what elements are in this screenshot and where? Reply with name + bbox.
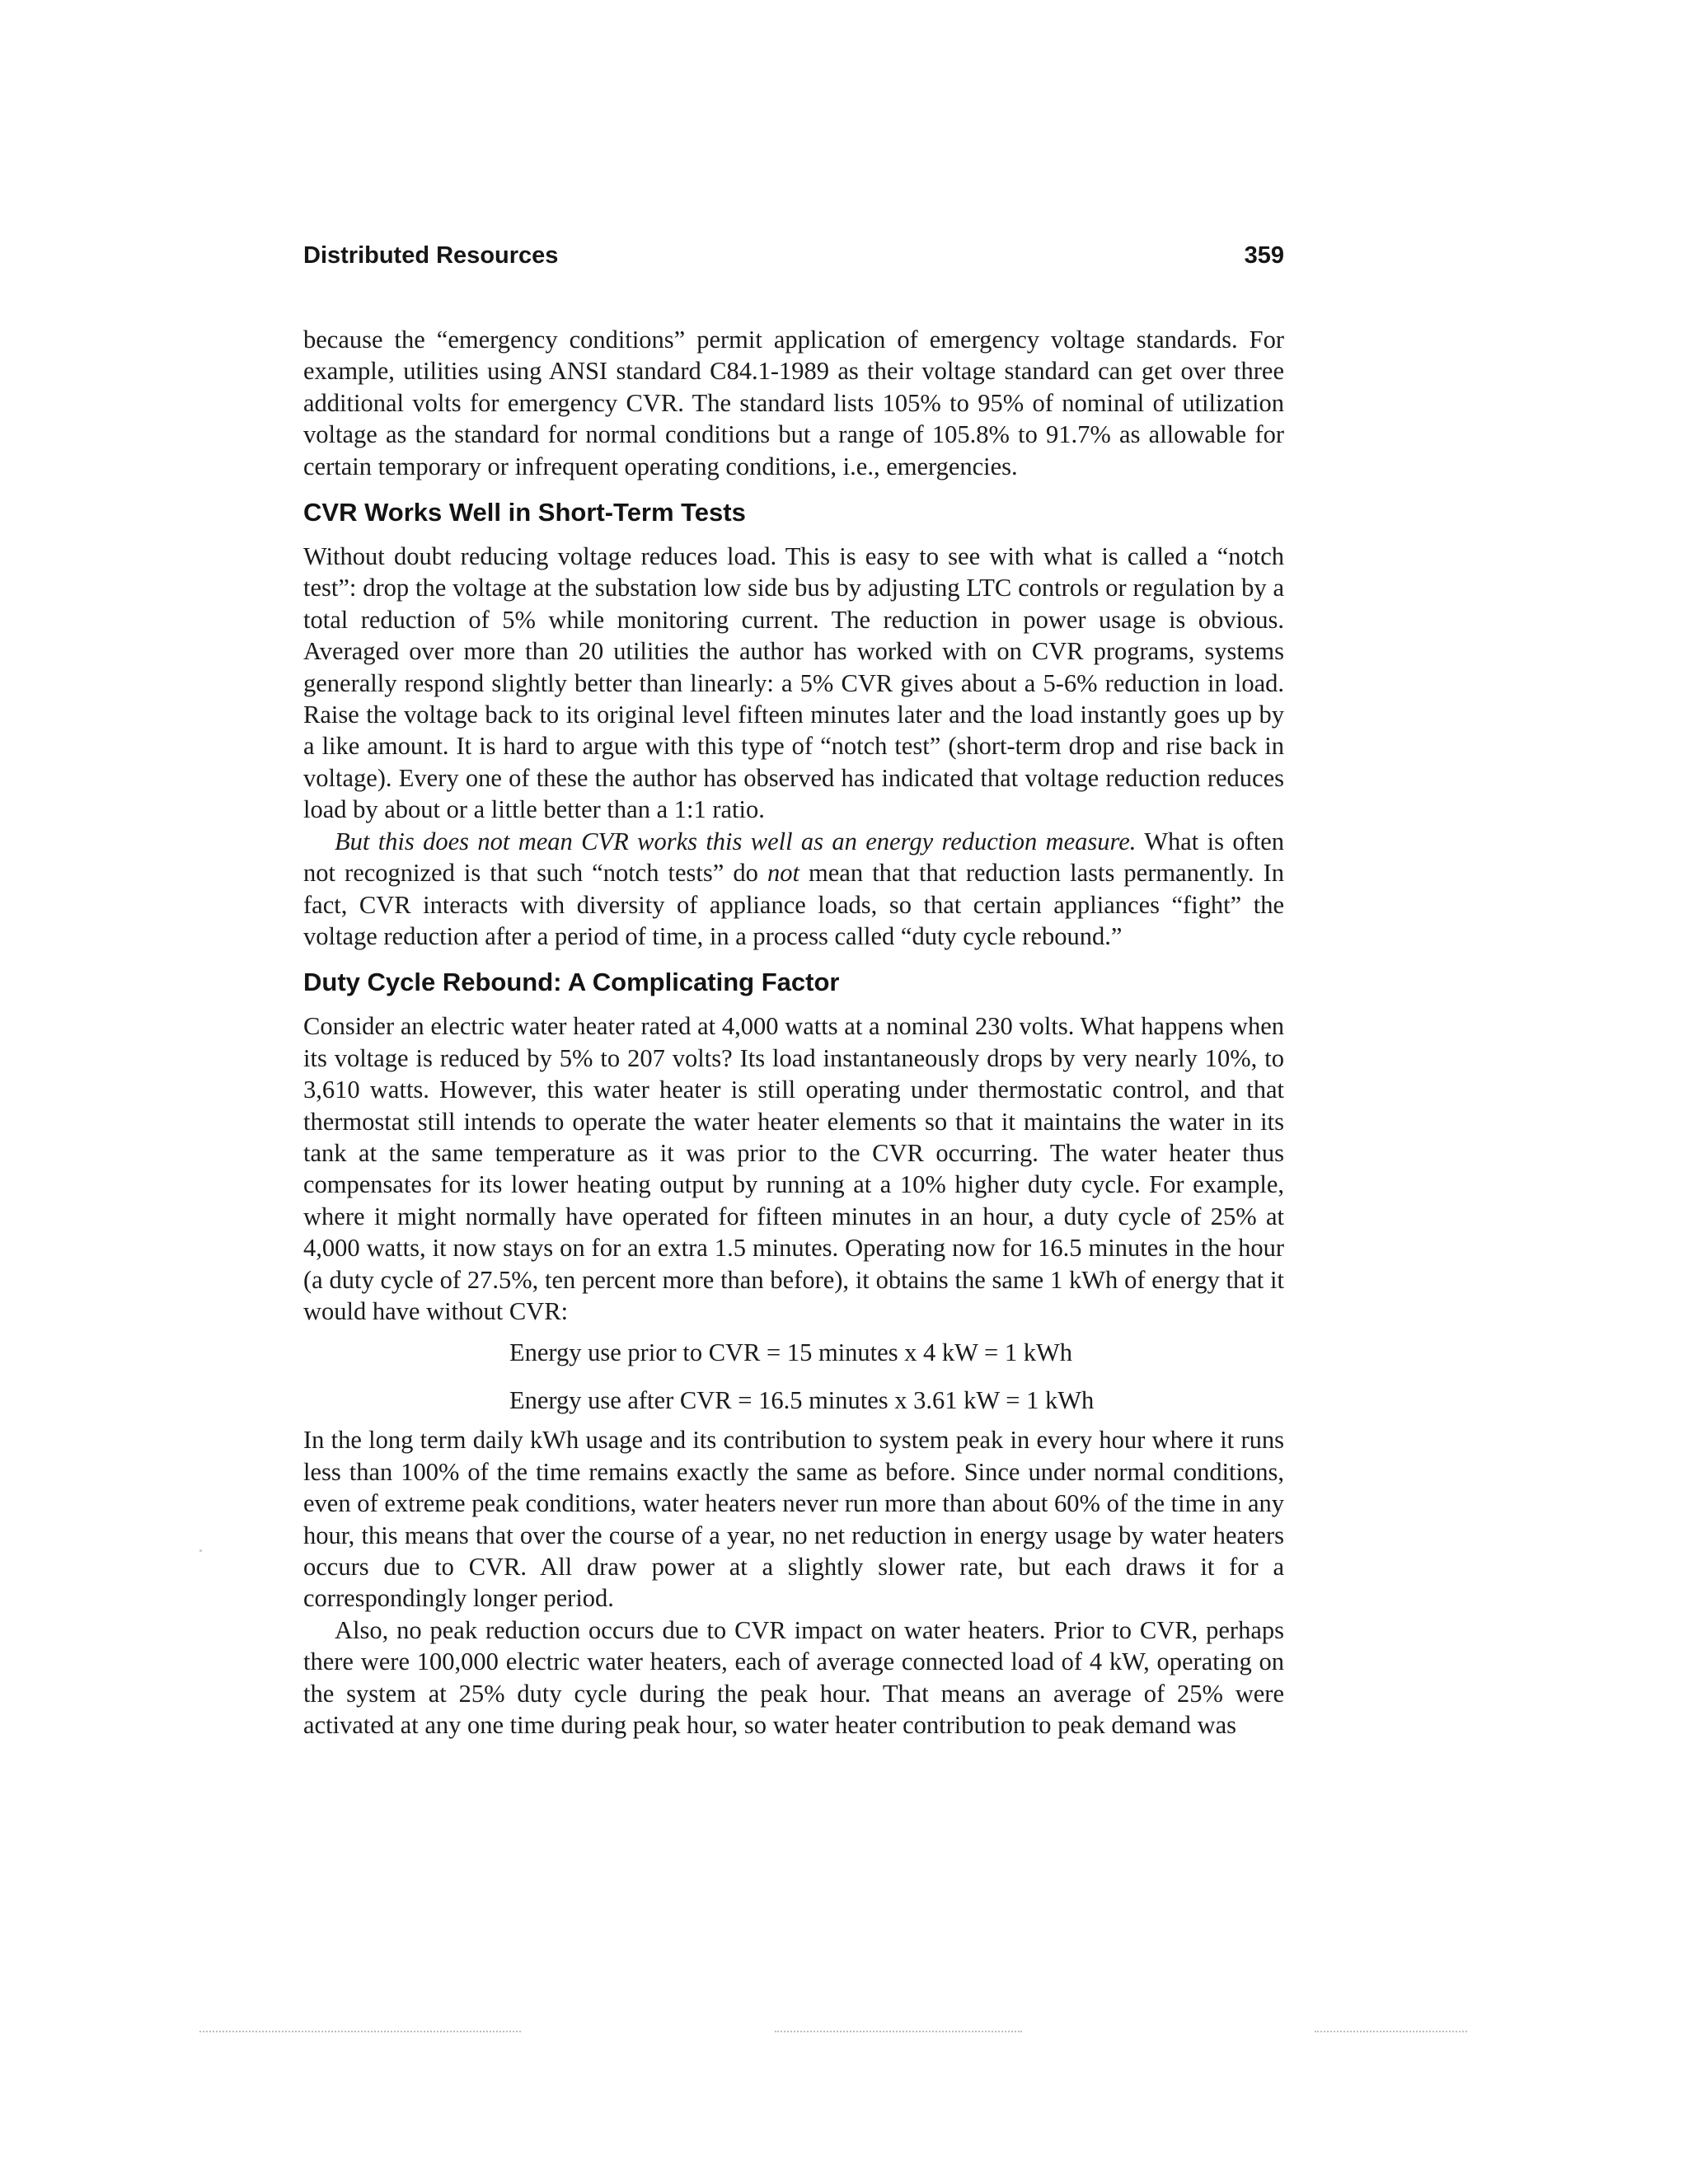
paragraph-notch-test: Without doubt reducing voltage reduces load. This is easy to see with what is called a “notch test”: drop the voltage at the substation low side bus by adjusting LTC controls or regulation by a total reduction of 5% while monitoring current. The reduction in power usage is obvious. Averaged over more than 20 utilities the author has worked with on CVR programs, systems generally respond slightly better than linearly: a 5% CVR gives about a 5-6% reduction in load. Raise the voltage back to its original level fifteen minutes later and the load instantly goes up by a like amount. It is hard to argue with this type of “notch test” (short-term drop and rise back in voltage). Every one of these the author has observed has indicated that voltage reduction reduces load by about or a little better than a 1:1 ratio. (303, 542, 1284, 824)
paragraph-text-part-a: What is often not recognized is that such “notch tests” do (303, 827, 1284, 888)
paragraph-peak-reduction: Also, no peak reduction occurs due to CVR impact on water heaters. Prior to CVR, perhaps there were 100,000 electric water heaters, each of average connected load of 4 kW, operating on the system at 25% duty cycle during the peak hour. That means an average of 25% were activated at any one time during peak hour, so water heater contribution to peak demand was (303, 1615, 1284, 1740)
paragraph-text-part-b: mean that that reduction lasts permanently. In fact, CVR interacts with diversity of appliance loads, so that certain appliances “fight” the voltage reduction after a period of time, in a process called “duty cycle rebound.” (303, 859, 1284, 950)
paragraph-energy-reduction (303, 826, 1284, 953)
page-number: 359 (1244, 242, 1284, 269)
section-heading-short-term-tests: CVR Works Well in Short-Term Tests (303, 498, 746, 527)
italic-lead-sentence: But this does not mean CVR works this well as an energy reduction measure. (335, 827, 1137, 855)
equation-block (303, 1337, 1284, 1416)
paragraph-emergency-standards: because the “emergency conditions” permit application of emergency voltage standards. For example, utilities using ANSI standard C84.1-1989 as their voltage standard can get over three additional volts for emergency CVR. The standard lists 105% to 95% of nominal of utilization voltage as the standard for normal conditions but a range of 105.8% to 91.7% as allowable for certain temporary or infrequent operating conditions, i.e., emergencies. (303, 326, 1284, 480)
paragraph-water-heater-example: Consider an electric water heater rated at 4,000 watts at a nominal 230 volts. What happens when its voltage is reduced by 5% to 207 volts? Its load instantaneously drops by very nearly 10%, to 3,610 watts. However, this water heater is still operating under thermostatic control, and that thermostat still intends to operate the water heater elements so that it maintains the water in its tank at the same temperature as it was prior to the CVR occurring. The water heater thus compensates for its lower heating output by running at a 10% higher duty cycle. For example, where it might normally have operated for fifteen minutes in an hour, a duty cycle of 25% at 4,000 watts, it now stays on for an extra 1.5 minutes. Operating now for 16.5 minutes in the hour (a duty cycle of 27.5%, ten percent more than before), it obtains the same 1 kWh of energy that it would have without CVR: (303, 1012, 1284, 1325)
italic-emphasis: not (767, 859, 799, 888)
section-heading-duty-cycle-rebound: Duty Cycle Rebound: A Complicating Factor (303, 968, 840, 997)
equation-after-cvr: Energy use after CVR = 16.5 minutes x 3.61 kW = 1 kWh (509, 1386, 1095, 1415)
scan-artifact-line-right (1315, 2031, 1467, 2032)
scan-artifact-line-center (775, 2031, 1022, 2032)
equation-prior-to-cvr: Energy use prior to CVR = 15 minutes x 4 kW = 1 kWh (509, 1338, 1073, 1367)
running-header (303, 242, 1284, 269)
scan-artifact-dot (199, 1549, 202, 1552)
scan-artifact-line-left (199, 2031, 521, 2032)
running-header-title: Distributed Resources (303, 242, 559, 269)
page-body (303, 324, 1284, 1741)
paragraph-long-term-usage: In the long term daily kWh usage and its contribution to system peak in every hour where it runs less than 100% of the time remains exactly the same as before. Since under normal conditions, even of extreme peak conditions, water heaters never run more than about 60% of the time in any hour, this means that over the course of a year, no net reduction in energy usage by water heaters occurs due to CVR. All draw power at a slightly slower rate, but each draws it for a correspondingly longer period. (303, 1426, 1284, 1613)
